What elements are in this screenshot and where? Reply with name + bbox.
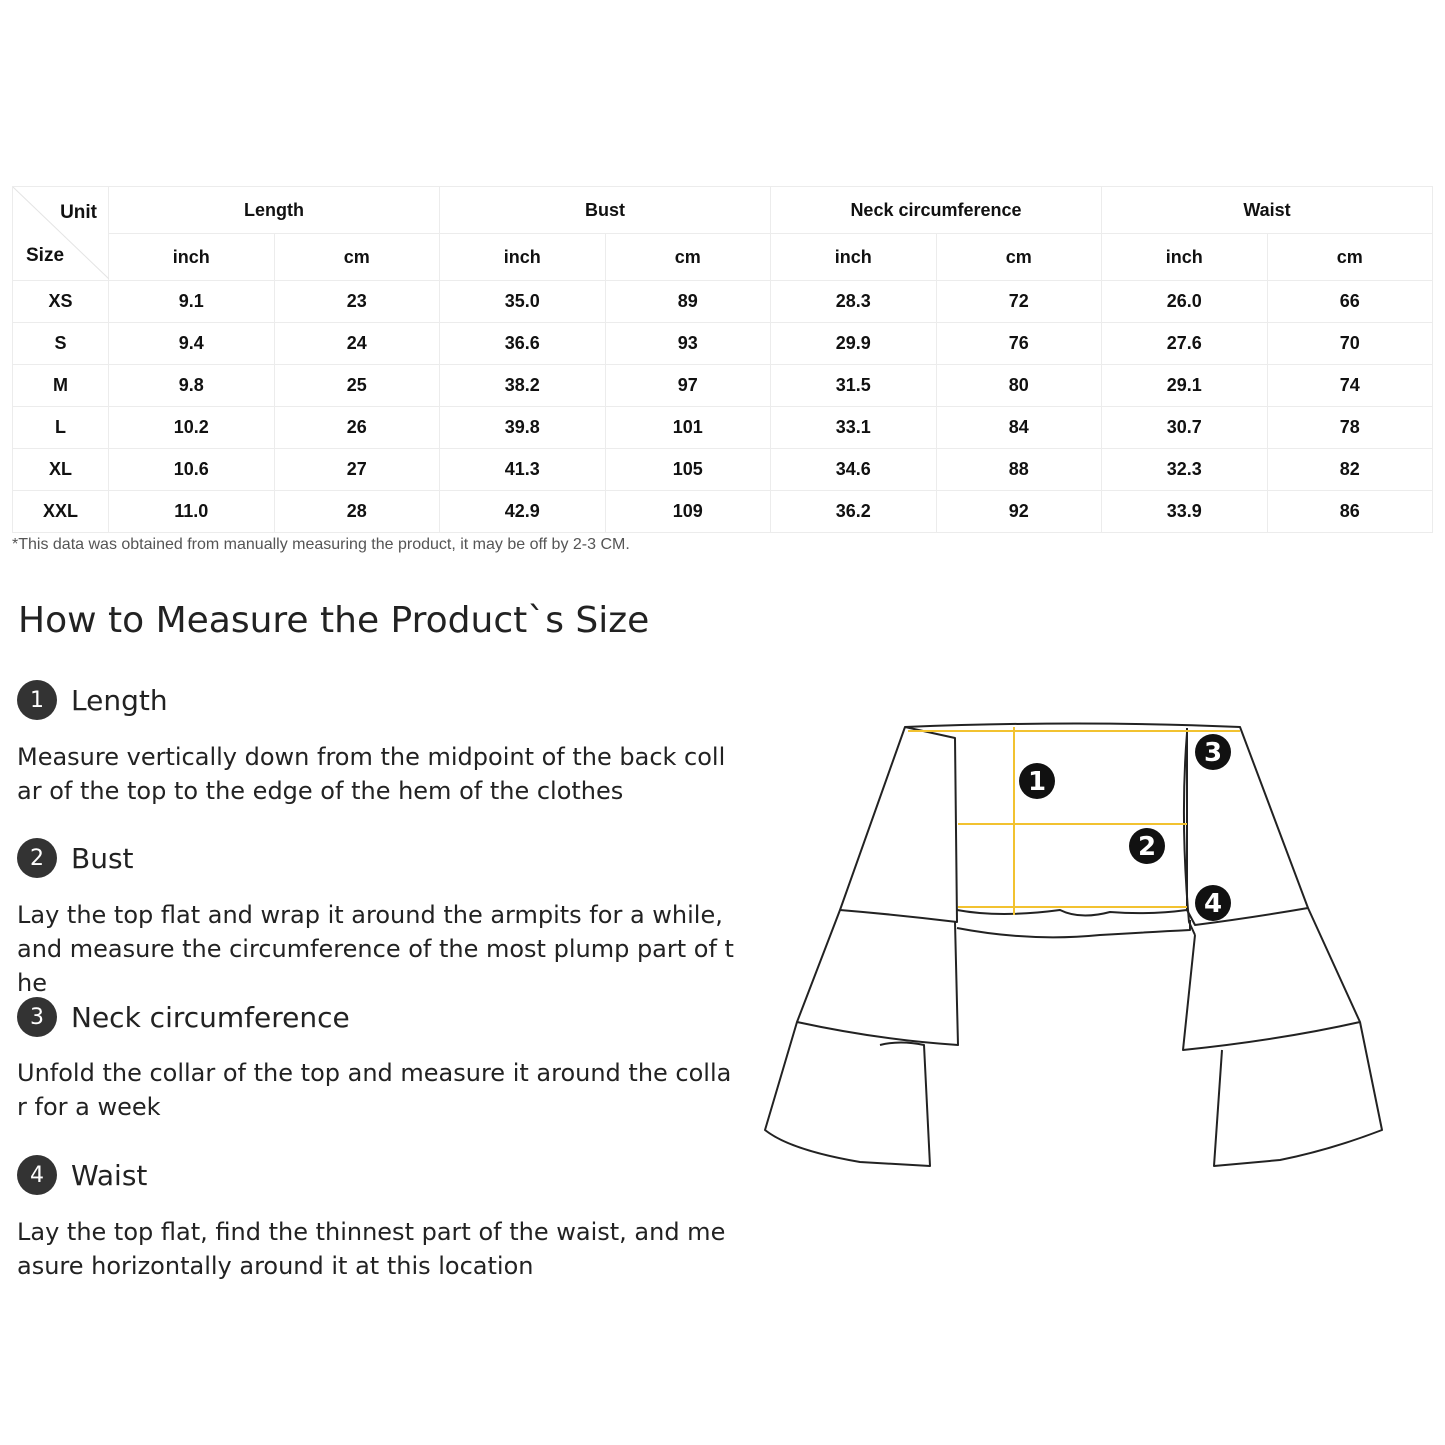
table-cell: 33.9 — [1102, 491, 1268, 533]
table-row — [13, 491, 1433, 533]
marker-label: 3 — [1203, 738, 1223, 768]
table-cell: 31.5 — [771, 365, 937, 407]
unit-header: inch — [109, 234, 275, 281]
step-number-badge: 4 — [17, 1155, 57, 1195]
table-cell: 34.6 — [771, 449, 937, 491]
guide-title: How to Measure the Product`s Size — [18, 600, 650, 641]
table-cell: 11.0 — [109, 491, 275, 533]
table-corner-cell — [13, 187, 109, 281]
step-description: Unfold the collar of the top and measure it around the collar for a week — [17, 1059, 732, 1121]
table-cell: 9.1 — [109, 281, 275, 323]
table-cell: 24 — [274, 323, 440, 365]
step-number-badge: 1 — [17, 680, 57, 720]
step-waist-heading — [17, 1155, 147, 1195]
unit-header: cm — [936, 234, 1102, 281]
table-cell: 89 — [605, 281, 771, 323]
table-cell: 76 — [936, 323, 1102, 365]
step-number-badge: 3 — [17, 997, 57, 1037]
table-cell: 105 — [605, 449, 771, 491]
header-neck-circumference: Neck circumference — [771, 187, 1102, 234]
table-cell: 28 — [274, 491, 440, 533]
table-cell: 88 — [936, 449, 1102, 491]
table-cell: 36.6 — [440, 323, 606, 365]
table-cell: 101 — [605, 407, 771, 449]
step-title: Length — [71, 683, 168, 717]
table-cell: 26 — [274, 407, 440, 449]
size-label: L — [13, 407, 109, 449]
table-cell: 36.2 — [771, 491, 937, 533]
size-label: M — [13, 365, 109, 407]
step-neck-heading — [17, 997, 350, 1037]
unit-header: cm — [605, 234, 771, 281]
table-cell: 78 — [1267, 407, 1433, 449]
table-cell: 32.3 — [1102, 449, 1268, 491]
table-cell: 25 — [274, 365, 440, 407]
table-cell: 86 — [1267, 491, 1433, 533]
unit-header: inch — [440, 234, 606, 281]
table-cell: 10.2 — [109, 407, 275, 449]
table-cell: 84 — [936, 407, 1102, 449]
marker-label: 1 — [1027, 767, 1047, 797]
step-title: Bust — [71, 841, 134, 875]
unit-header: cm — [1267, 234, 1433, 281]
table-cell: 10.6 — [109, 449, 275, 491]
table-cell: 42.9 — [440, 491, 606, 533]
table-cell: 29.9 — [771, 323, 937, 365]
step-description: Lay the top flat, find the thinnest part of the waist, and measure horizontally around it at this location — [17, 1218, 726, 1280]
unit-header: inch — [771, 234, 937, 281]
table-cell: 38.2 — [440, 365, 606, 407]
step-length-heading — [17, 680, 168, 720]
table-cell: 93 — [605, 323, 771, 365]
table-cell: 74 — [1267, 365, 1433, 407]
table-cell: 29.1 — [1102, 365, 1268, 407]
header-length: Length — [109, 187, 440, 234]
step-description: Measure vertically down from the midpoint of the back collar of the top to the edge of the hem of the clothes — [17, 743, 726, 805]
header-bust: Bust — [440, 187, 771, 234]
table-cell: 23 — [274, 281, 440, 323]
table-cell: 109 — [605, 491, 771, 533]
unit-header: cm — [274, 234, 440, 281]
size-label: XL — [13, 449, 109, 491]
table-cell: 72 — [936, 281, 1102, 323]
table-cell: 97 — [605, 365, 771, 407]
table-cell: 70 — [1267, 323, 1433, 365]
table-cell: 30.7 — [1102, 407, 1268, 449]
step-number-badge: 2 — [17, 838, 57, 878]
table-cell: 27.6 — [1102, 323, 1268, 365]
table-cell: 41.3 — [440, 449, 606, 491]
size-label: S — [13, 323, 109, 365]
table-cell: 66 — [1267, 281, 1433, 323]
corner-unit-label: Unit — [60, 202, 97, 223]
garment-diagram — [750, 700, 1400, 1180]
size-chart-table — [12, 186, 1433, 533]
garment-outline — [765, 724, 1382, 1167]
table-cell: 33.1 — [771, 407, 937, 449]
step-description: Lay the top flat and wrap it around the armpits for a while, and measure the circumference of the most plump part of the — [17, 901, 734, 997]
table-row — [13, 281, 1433, 323]
header-waist: Waist — [1102, 187, 1433, 234]
table-cell: 28.3 — [771, 281, 937, 323]
marker-label: 2 — [1137, 832, 1157, 862]
table-cell: 9.8 — [109, 365, 275, 407]
table-row — [13, 365, 1433, 407]
size-label: XXL — [13, 491, 109, 533]
measurement-lines — [908, 727, 1240, 915]
table-row — [13, 407, 1433, 449]
unit-header: inch — [1102, 234, 1268, 281]
step-bust-heading — [17, 838, 134, 878]
measurement-note: *This data was obtained from manually measuring the product, it may be off by 2-3 CM. — [12, 536, 630, 553]
table-cell: 92 — [936, 491, 1102, 533]
marker-label: 4 — [1203, 889, 1223, 919]
corner-size-label: Size — [26, 245, 65, 266]
table-row — [13, 449, 1433, 491]
table-cell: 39.8 — [440, 407, 606, 449]
table-row — [13, 323, 1433, 365]
table-cell: 80 — [936, 365, 1102, 407]
table-cell: 35.0 — [440, 281, 606, 323]
table-cell: 27 — [274, 449, 440, 491]
step-title: Waist — [71, 1158, 148, 1192]
table-cell: 26.0 — [1102, 281, 1268, 323]
size-label: XS — [13, 281, 109, 323]
table-cell: 82 — [1267, 449, 1433, 491]
table-cell: 9.4 — [109, 323, 275, 365]
step-title: Neck circumference — [71, 1000, 350, 1034]
